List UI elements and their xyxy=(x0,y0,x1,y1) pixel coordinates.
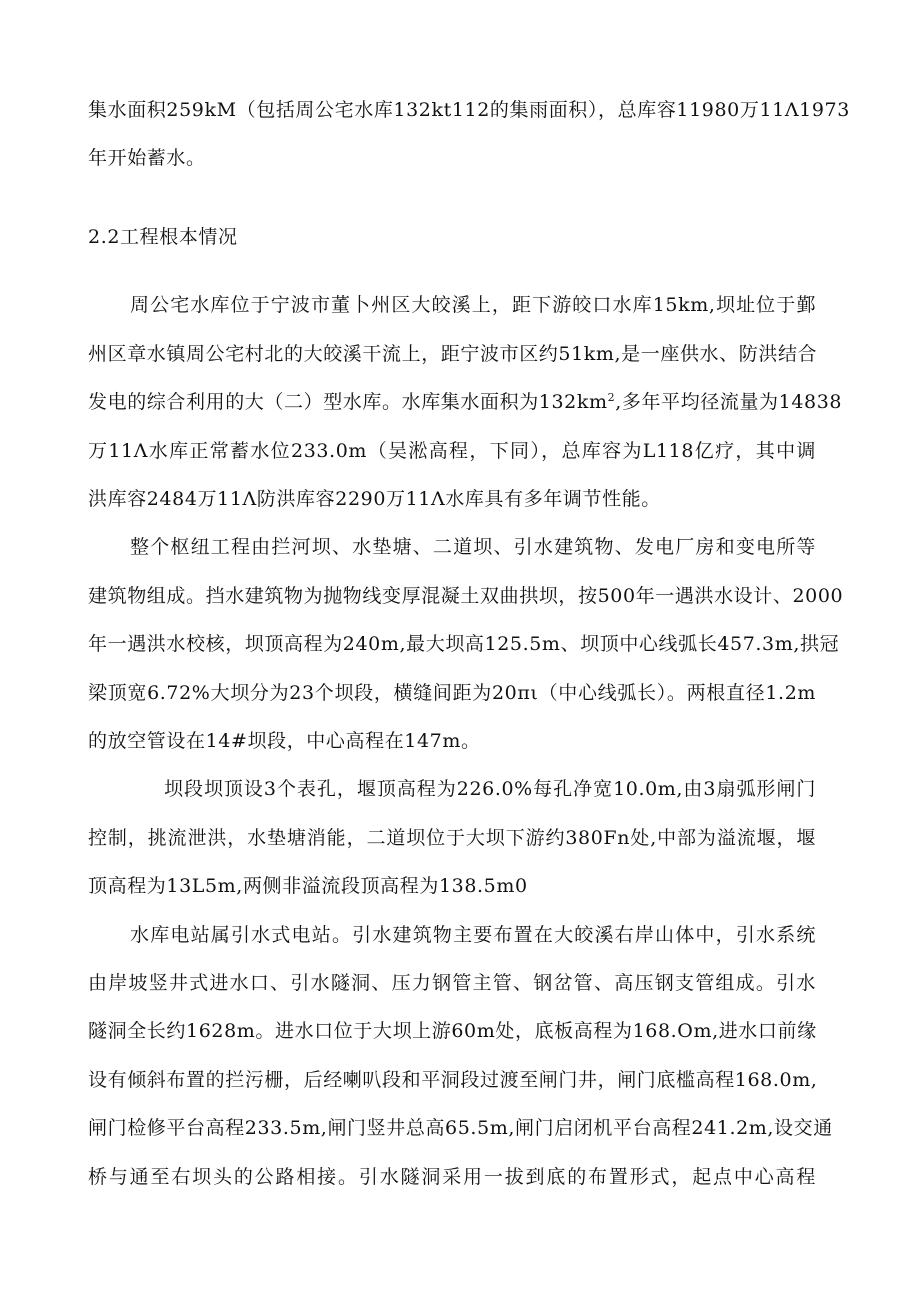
paragraph-1-line-3 xyxy=(88,390,843,414)
paragraph-2-line-3: 年一遇洪水校核，坝顶高程为240m,最大坝高125.5m、坝顶中心线弧长457.3m,拱冠 xyxy=(88,633,840,655)
paragraph-3-line-1: 坝段坝顶设3个表孔，堰顶高程为226.0%每孔净宽10.0m,由3扇弧形闸门 xyxy=(164,778,816,800)
paragraph-4-line-1: 水库电站属引水式电站。引水建筑物主要布置在大皎溪右岸山体中，引水系统 xyxy=(130,924,816,946)
paragraph-2-line-1: 整个枢纽工程由拦河坝、水垫塘、二道坝、引水建筑物、发电厂房和变电所等 xyxy=(130,536,816,558)
paragraph-1-line-5: 洪库容2484万11Λ防洪库容2290万11Λ水库具有多年调节性能。 xyxy=(88,488,661,510)
paragraph-2-line-4: 梁顶宽6.72%大坝分为23个坝段，横缝间距为20πι（中心线弧长）。两根直径1.2m xyxy=(88,682,816,704)
intro-line-1: 集水面积259kM（包括周公宅水库132kt112的集雨面积），总库容11980万11Λ1973 xyxy=(88,99,850,121)
paragraph-1-line-3-tail: ,多年平均径流量为14838 xyxy=(615,391,843,413)
paragraph-2-line-5: 的放空管设在14#坝段，中心高程在147m。 xyxy=(88,730,481,752)
section-heading: 2.2工程根本情况 xyxy=(88,226,238,248)
paragraph-1-line-1: 周公宅水库位于宁波市董卜州区大皎溪上，距下游皎口水库15km,坝址位于鄞 xyxy=(130,294,816,316)
paragraph-1-line-2: 州区章水镇周公宅村北的大皎溪干流上，距宁波市区约51km,是一座供水、防洪结合 xyxy=(88,343,818,365)
intro-line-2: 年开始蓄水。 xyxy=(88,147,206,169)
paragraph-1-line-3-text: 发电的综合利用的大（二）型水库。水库集水面积为132km xyxy=(88,391,608,413)
paragraph-4-line-2: 由岸坡竖井式进水口、引水隧洞、压力钢管主管、钢岔管、高压钢支管组成。引水 xyxy=(88,972,816,994)
paragraph-4-line-3: 隧洞全长约1628m。进水口位于大坝上游60m处，底板高程为168.Om,进水口前缘 xyxy=(88,1020,817,1042)
superscript-2: 2 xyxy=(607,391,616,404)
paragraph-1-line-4: 万11Λ水库正常蓄水位233.0m（吴淞高程，下同），总库容为L118亿疗，其中调 xyxy=(88,440,816,462)
paragraph-3-line-3: 顶高程为13L5m,两侧非溢流段顶高程为138.5m0 xyxy=(88,875,528,897)
paragraph-3-line-2: 控制，挑流泄洪，水垫塘消能，二道坝位于大坝下游约380Fn处,中部为溢流堰，堰 xyxy=(88,827,816,849)
paragraph-2-line-2: 建筑物组成。挡水建筑物为抛物线变厚混凝土双曲拱坝，按500年一遇洪水设计、2000 xyxy=(88,585,844,607)
paragraph-4-line-4: 设有倾斜布置的拦污栅，后经喇叭段和平洞段过渡至闸门井，闸门底槛高程168.0m, xyxy=(88,1069,818,1091)
paragraph-4-line-5: 闸门检修平台高程233.5m,闸门竖井总高65.5m,闸门启闭机平台高程241.2m,设交通 xyxy=(88,1117,833,1139)
paragraph-4-line-6: 桥与通至右坝头的公路相接。引水隧洞采用一拔到底的布置形式，起点中心高程 xyxy=(88,1166,816,1188)
